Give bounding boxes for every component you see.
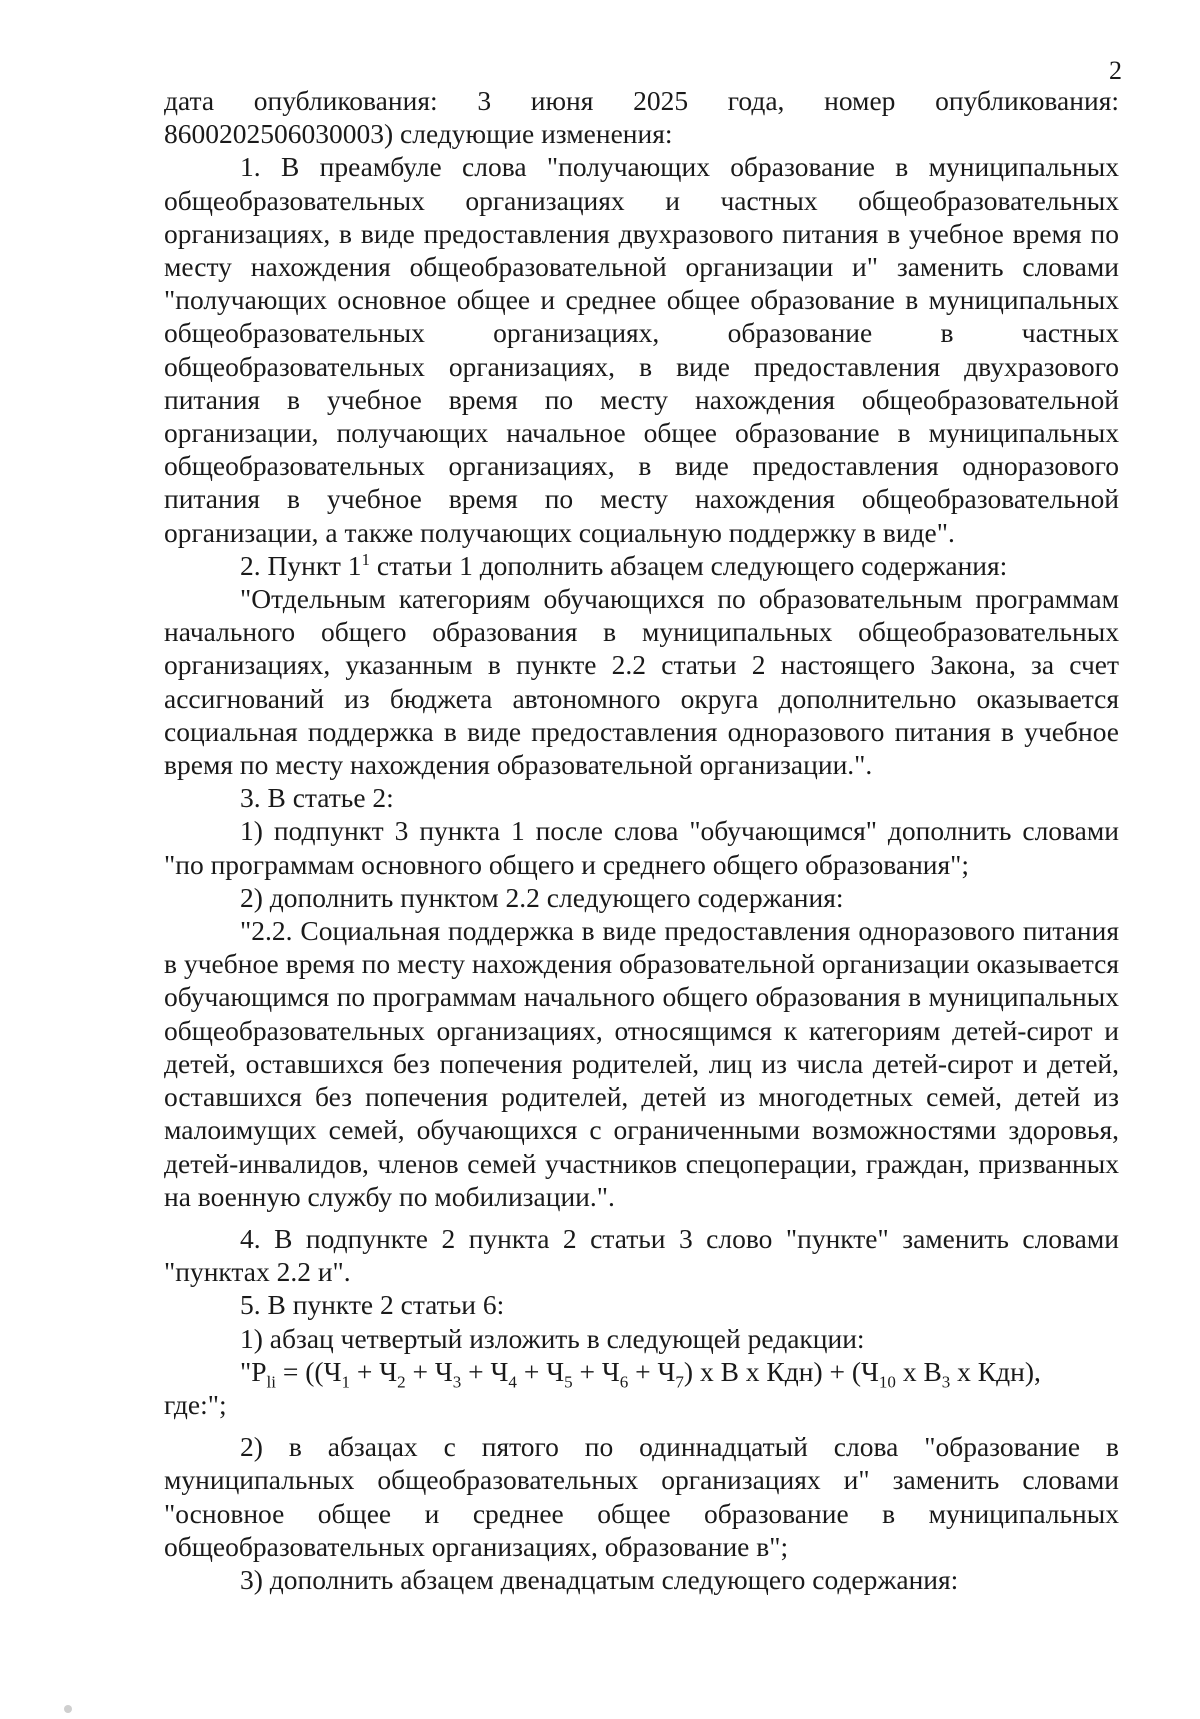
- paragraph-item-1: 1. В преамбуле слова "получающих образование в муниципальных общеобразовательных организациях и частных общеобразовательных организациях, в виде предоставления двухразового питания в учебное время по месту нахождения общеобразовательной организации и" заменить словами "получающих основное общее и среднее общее образование в муниципальных общеобразовательных организациях, образование в частных общеобразовательных организациях, в виде предоставления двухразового питания в учебное время по месту нахождения общеобразовательной организации, получающих начальное общее образование в муниципальных общеобразовательных организациях, в виде предоставления одноразового питания в учебное время по месту нахождения общеобразовательной организации, а также получающих социальную поддержку в виде".: [164, 151, 1119, 548]
- paragraph-item-5-sub-3: 3) дополнить абзацем двенадцатым следующего содержания:: [240, 1563, 959, 1595]
- paragraph-item-2: [164, 549, 1119, 582]
- item-2-superscript: 1: [361, 549, 370, 569]
- scan-speck: [64, 1705, 72, 1713]
- paragraph-item-3-sub-2-quote: "2.2. Социальная поддержка в виде предоставления одноразового питания в учебное время по месту нахождения образовательной организации оказывается обучающимся по программам начального общего образования в муниципальных общеобразовательных организациях, относящимся к категориям детей-сирот и детей, оставшихся без попечения родителей, лиц из числа детей-сирот и детей, оставшихся без попечения родителей, детей из многодетных семей, детей из малоимущих семей, обучающихся с ограниченными возможностями здоровья, детей-инвалидов, членов семей участников спецоперации, граждан, призванных на военную службу по мобилизации.".: [164, 915, 1119, 1212]
- paragraph-item-3: 3. В статье 2:: [240, 782, 394, 814]
- paragraph-item-5-sub-2: 2) в абзацах с пятого по одиннадцатый слова "образование в муниципальных общеобразовательных организациях и" заменить словами "основное общее и среднее общее образование в муниципальных общеобразовательных организациях, образование в";: [164, 1431, 1119, 1562]
- paragraph-gap: [164, 1213, 1119, 1222]
- paragraph-item-3-sub-1: 1) подпункт 3 пункта 1 после слова "обучающимся" дополнить словами "по программам основного общего и среднего общего образования";: [164, 815, 1119, 880]
- paragraph-item-5-sub-1: 1) абзац четвертый изложить в следующей редакции:: [240, 1322, 865, 1354]
- paragraph-publication-date: дата опубликования: 3 июня 2025 года, номер опубликования: 8600202506030003) следующие изменения:: [164, 85, 1119, 150]
- item-2-suffix: статьи 1 дополнить абзацем следующего содержания:: [369, 549, 1008, 581]
- paragraph-item-4: 4. В подпункте 2 пункта 2 статьи 3 слово "пункте" заменить словами "пунктах 2.2 и".: [164, 1222, 1119, 1288]
- paragraph-item-2-quote: "Отдельным категориям обучающихся по образовательным программам начального общего образования в муниципальных общеобразовательных организациях, указанным в пункте 2.2 статьи 2 настоящего Закона, за счет ассигнований из бюджета автономного округа дополнительно оказывается социальная поддержка в виде предоставления одноразового питания в учебное время по месту нахождения образовательной организации.".: [164, 583, 1119, 781]
- page-number: 2: [1109, 56, 1122, 85]
- formula-tail: где:";: [164, 1388, 227, 1420]
- paragraph-gap: [164, 1421, 1119, 1430]
- document-body: [164, 84, 1119, 1596]
- formula-line: "$Р_{li} = ((Ч_1 + Ч_2 + Ч_3 + Ч_4 + Ч_5 + Ч_6 + Ч_7)$ х В х $Кдн) + (Ч_{10}$ х $В_3$ х Кдн),: [240, 1355, 1041, 1392]
- item-2-prefix: 2. Пункт 1: [240, 549, 362, 581]
- paragraph-item-5: 5. В пункте 2 статьи 6:: [240, 1289, 505, 1321]
- paragraph-item-3-sub-2: 2) дополнить пунктом 2.2 следующего содержания:: [240, 881, 844, 913]
